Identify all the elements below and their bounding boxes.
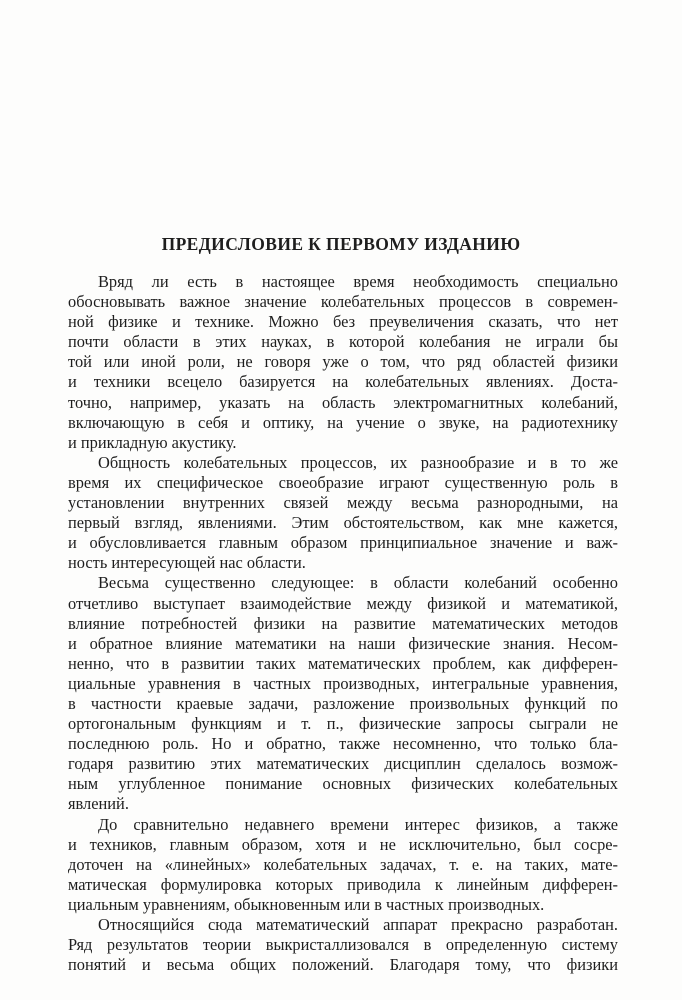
text-line: матическая формулировка которых приводила к линейным дифферен- xyxy=(68,874,618,894)
text-line: циальным уравнениям, обыкновенным или в частных производных. xyxy=(68,894,545,914)
text-line: время их специфическое своеобразие играют существенную роль в xyxy=(68,472,618,492)
preface-body-text xyxy=(68,272,618,975)
text-line: Относящийся сюда математический аппарат прекрасно разработан. xyxy=(98,915,618,934)
text-line: ность интересующей нас области. xyxy=(68,553,306,573)
text-line: понятий и весьма общих положений. Благодаря тому, что физики xyxy=(68,955,618,975)
text-line: Вряд ли есть в настоящее время необходимость специально xyxy=(98,272,618,291)
text-line: влияние потребностей физики на развитие математических методов xyxy=(68,613,618,633)
text-line: установлении внутренних связей между весьма разнородными, на xyxy=(68,493,618,513)
text-line: доточен на «линейных» колебательных задачах, т. е. на таких, мате- xyxy=(68,854,618,874)
text-line: той или иной роли, не говоря уже о том, что ряд областей физики xyxy=(68,352,618,372)
text-line: Весьма существенно следующее: в области колебаний особенно xyxy=(98,573,618,593)
text-line: Общность колебательных процессов, их разнообразие и в то же xyxy=(98,452,618,472)
text-line: ортогональным функциям и т. п., физические запросы сыграли не xyxy=(68,714,618,734)
text-line: точно, например, указать на область электромагнитных колебаний, xyxy=(68,392,618,412)
text-line: и обратное влияние математики на наши физические знания. Несом- xyxy=(68,633,618,653)
text-line: и техники всецело базируется на колебательных явлениях. Доста- xyxy=(68,372,618,392)
text-line: почти области в этих науках, в которой колебания не играли бы xyxy=(68,332,618,352)
text-line: отчетливо выступает взаимодействие между физикой и математикой, xyxy=(68,593,618,613)
page-title: ПРЕДИСЛОВИЕ К ПЕРВОМУ ИЗДАНИЮ xyxy=(161,234,521,254)
text-line: ной физике и технике. Можно без преувеличения сказать, что нет xyxy=(68,312,618,332)
text-line: обосновывать важное значение колебательных процессов в современ- xyxy=(68,292,618,312)
text-line: ненно, что в развитии таких математических проблем, как дифферен- xyxy=(68,653,618,673)
text-line: и прикладную акустику. xyxy=(68,432,237,452)
text-line: и обусловливается главным образом принципиальное значение и важ- xyxy=(68,533,618,553)
text-line: в частности краевые задачи, разложение произвольных функций по xyxy=(68,693,618,713)
text-line: циальные уравнения в частных производных, интегральные уравнения, xyxy=(68,673,618,693)
text-line: первый взгляд, явлениями. Этим обстоятельством, как мне кажется, xyxy=(68,513,618,533)
text-line: включающую в себя и оптику, на учение о звуке, на радиотехнику xyxy=(68,412,618,432)
text-line: и техников, главным образом, хотя и не исключительно, был сосре- xyxy=(68,834,618,854)
text-line: годаря развитию этих математических дисциплин сделалось возмож- xyxy=(68,754,618,774)
text-line: ным углубленное понимание основных физических колебательных xyxy=(68,774,618,794)
text-line: явлений. xyxy=(68,794,129,814)
text-line: последнюю роль. Но и обратно, также несомненно, что только бла- xyxy=(68,734,618,754)
text-line: Ряд результатов теории выкристаллизовался в определенную систему xyxy=(68,935,618,955)
text-line: До сравнительно недавнего времени интерес физиков, а также xyxy=(98,814,618,834)
